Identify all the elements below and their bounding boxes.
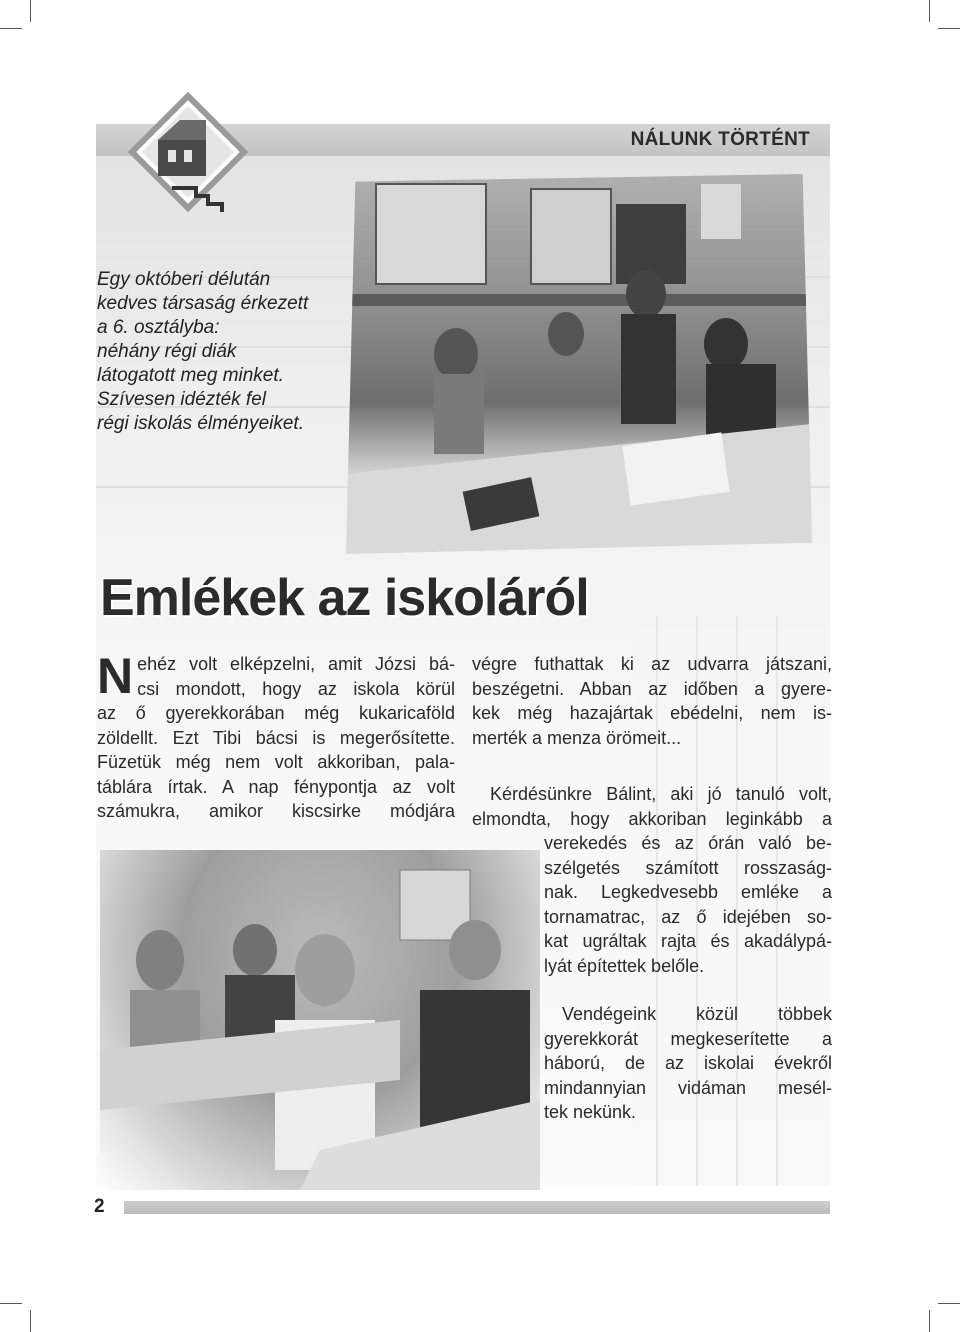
intro-line: látogatott meg minket.	[97, 365, 284, 386]
crop-mark	[938, 28, 960, 29]
crop-mark	[938, 1303, 960, 1304]
article-column-1	[97, 648, 455, 824]
house-stairs-icon	[128, 92, 248, 212]
text-line: gyerekkorát megkeserítette a	[544, 1028, 832, 1049]
text-line: mindannyian vidáman mesél-	[544, 1077, 832, 1098]
intro-line: Egy októberi délután	[97, 269, 271, 290]
text-line: beszégetni. Abban az időben a gyere-	[472, 678, 832, 699]
dropcap: N	[97, 648, 134, 704]
text-line: szélgetés számított rosszaság-	[544, 857, 832, 878]
text-line: Kérdésünkre Bálint, aki jó tanuló volt,	[490, 784, 832, 804]
text-line: lyát építettek belőle.	[544, 955, 705, 976]
intro-line: néhány régi diák	[97, 341, 237, 362]
text-line: végre futhattak ki az udvarra játszani,	[472, 654, 832, 674]
article-title: Emlékek az iskoláról	[100, 569, 589, 627]
text-line: tek nekünk.	[544, 1102, 637, 1122]
text-line: Vendégeink közül többek	[562, 1004, 832, 1024]
crop-mark	[30, 0, 31, 22]
text-line: zöldellt. Ezt Tibi bácsi is megerősítette.	[97, 727, 455, 748]
text-line: számukra, amikor kiscsirke módjára	[97, 801, 455, 821]
classroom-photo-art	[346, 174, 812, 554]
text-line: tornamatrac, az ő idejében so-	[544, 906, 832, 927]
classroom-photo	[346, 174, 812, 554]
text-line: verekedés és az órán való be-	[544, 833, 832, 853]
text-line: táblára írtak. A nap fénypontja az volt	[97, 776, 455, 797]
crop-mark	[929, 0, 930, 22]
intro-line: régi iskolás élményeiket.	[97, 413, 304, 434]
text-line: kat ugráltak rajta és akadálypá-	[544, 931, 832, 951]
text-line: kek még hazajártak ebédelni, nem is-	[472, 703, 832, 723]
footer-bar	[124, 1201, 830, 1214]
intro-line: a 6. osztályba:	[97, 317, 220, 338]
text-line: Füzetük még nem volt akkoriban, pala-	[97, 752, 455, 772]
intro-text	[97, 268, 357, 436]
text-line: merték a menza örömeit...	[472, 727, 682, 748]
text-line: nak. Legkedvesebb emléke a	[544, 882, 832, 902]
text-line: az ő gyerekkorában még kukaricaföld	[97, 703, 455, 723]
text-line: ehéz volt elképzelni, amit Józsi bá-	[137, 654, 455, 674]
crop-mark	[929, 1310, 930, 1332]
section-title: NÁLUNK TÖRTÉNT	[630, 129, 810, 150]
intro-line: Szívesen idézték fel	[97, 389, 266, 410]
text-line: elmondta, hogy akkoriban leginkább a	[472, 808, 832, 829]
crop-mark	[0, 1303, 22, 1304]
text-line: csi mondott, hogy az iskola körül	[137, 678, 455, 699]
text-line: háború, de az iskolai évekről	[544, 1053, 832, 1073]
article-column-2	[472, 652, 832, 1125]
crop-mark	[0, 28, 22, 29]
crop-mark	[30, 1310, 31, 1332]
intro-line: kedves társaság érkezett	[97, 293, 309, 314]
page-number: 2	[94, 1196, 105, 1217]
